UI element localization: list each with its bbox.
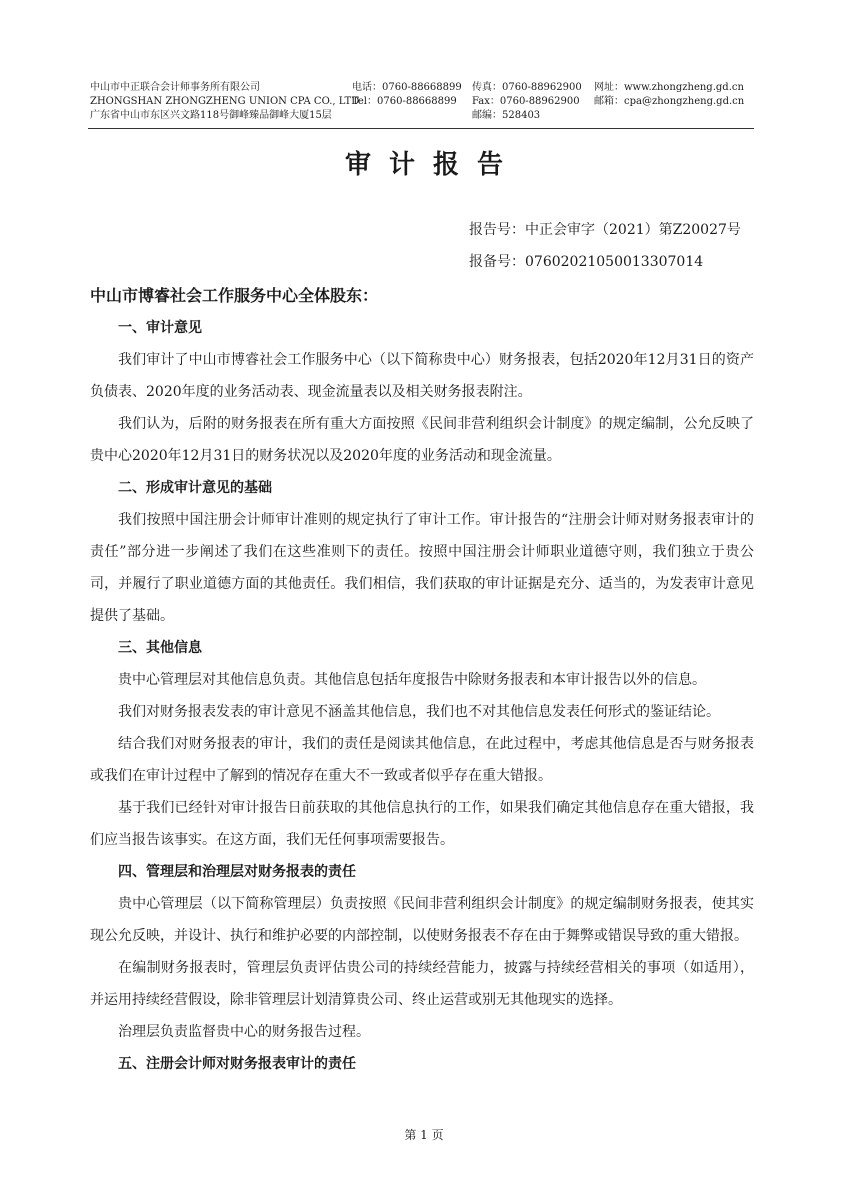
firm-fax-en: Fax：0760-88962900: [472, 96, 580, 107]
filing-number: 报备号：07602021050013307014: [469, 254, 704, 270]
body-paragraph: 结合我们对财务报表的审计，我们的责任是阅读其他信息，在此过程中，考虑其他信息是否与财务报表或我们在审计过程中了解到的情况存在重大不一致或者似乎存在重大错报。: [90, 736, 754, 784]
firm-letterhead: [90, 81, 770, 123]
body-paragraph: 治理层负责监督贵中心的财务报告过程。: [118, 1024, 370, 1040]
body-paragraph: 在编制财务报表时，管理层负责评估贵公司的持续经营能力，披露与持续经营相关的事项（如适用），并运用持续经营假设，除非管理层计划清算贵公司、终止运营或别无其他现实的选择。: [90, 960, 754, 1008]
firm-tel-en: Tel：0760-88668899: [352, 96, 457, 107]
document-title: 审计报告: [344, 150, 521, 180]
firm-fax: 传真：0760-88962900: [472, 82, 582, 93]
firm-name-en: ZHONGSHAN ZHONGZHENG UNION CPA CO., LTD: [90, 96, 360, 107]
report-body: [90, 280, 754, 1080]
section-heading: 二、形成审计意见的基础: [118, 480, 272, 496]
body-paragraph: 基于我们已经针对审计报告日前获取的其他信息执行的工作，如果我们确定其他信息存在重大错报，我们应当报告该事实。在这方面，我们无任何事项需要报告。: [90, 800, 754, 848]
firm-email: 邮箱：cpa@zhongzheng.gd.cn: [594, 96, 745, 107]
body-paragraph: 我们认为，后附的财务报表在所有重大方面按照《民间非营利组织会计制度》的规定编制，公允反映了贵中心2020年12月31日的财务状况以及2020年度的业务活动和现金流量。: [90, 416, 754, 464]
firm-phone: 电话：0760-88668899: [352, 82, 462, 93]
letterhead-row-2: [90, 95, 770, 109]
body-paragraph: 我们对财务报表发表的审计意见不涵盖其他信息，我们也不对其他信息发表任何形式的鉴证结论。: [118, 704, 720, 720]
section-heading: 五、注册会计师对财务报表审计的责任: [118, 1056, 356, 1072]
firm-name-cn: 中山市中正联合会计师事务所有限公司: [90, 82, 260, 93]
letterhead-divider: [88, 128, 754, 129]
section-heading: 三、其他信息: [118, 640, 202, 656]
report-number: 报告号：中正会审字（2021）第Z20027号: [469, 222, 741, 238]
page-number: 第 1 页: [404, 1128, 444, 1142]
body-paragraph: 我们审计了中山市博睿社会工作服务中心（以下简称贵中心）财务报表，包括2020年12月31日的资产负债表、2020年度的业务活动表、现金流量表以及相关财务报表附注。: [90, 352, 754, 400]
body-paragraph: 贵中心管理层对其他信息负责。其他信息包括年度报告中除财务报表和本审计报告以外的信息。: [118, 672, 706, 688]
firm-postcode: 邮编：528403: [472, 110, 541, 121]
addressee: 中山市博睿社会工作服务中心全体股东：: [90, 286, 379, 305]
letterhead-row-1: [90, 81, 770, 95]
letterhead-row-3: [90, 109, 770, 123]
body-paragraph: 我们按照中国注册会计师审计准则的规定执行了审计工作。审计报告的“注册会计师对财务报表审计的责任”部分进一步阐述了我们在这些准则下的责任。按照中国注册会计师职业道德守则，我们独立于贵公司，并履行了职业道德方面的其他责任。我们相信，我们获取的审计证据是充分、适当的，为发表审计意见提供了基础。: [90, 512, 754, 624]
body-paragraph: 贵中心管理层（以下简称管理层）负责按照《民间非营利组织会计制度》的规定编制财务报表，使其实现公允反映，并设计、执行和维护必要的内部控制，以使财务报表不存在由于舞弊或错误导致的重大错报。: [90, 896, 754, 944]
firm-website: 网址：www.zhongzheng.gd.cn: [594, 82, 744, 93]
section-heading: 四、管理层和治理层对财务报表的责任: [118, 864, 356, 880]
section-heading: 一、审计意见: [118, 320, 202, 336]
firm-address: 广东省中山市东区兴文路118号御峰臻品御峰大厦15层: [90, 110, 332, 121]
